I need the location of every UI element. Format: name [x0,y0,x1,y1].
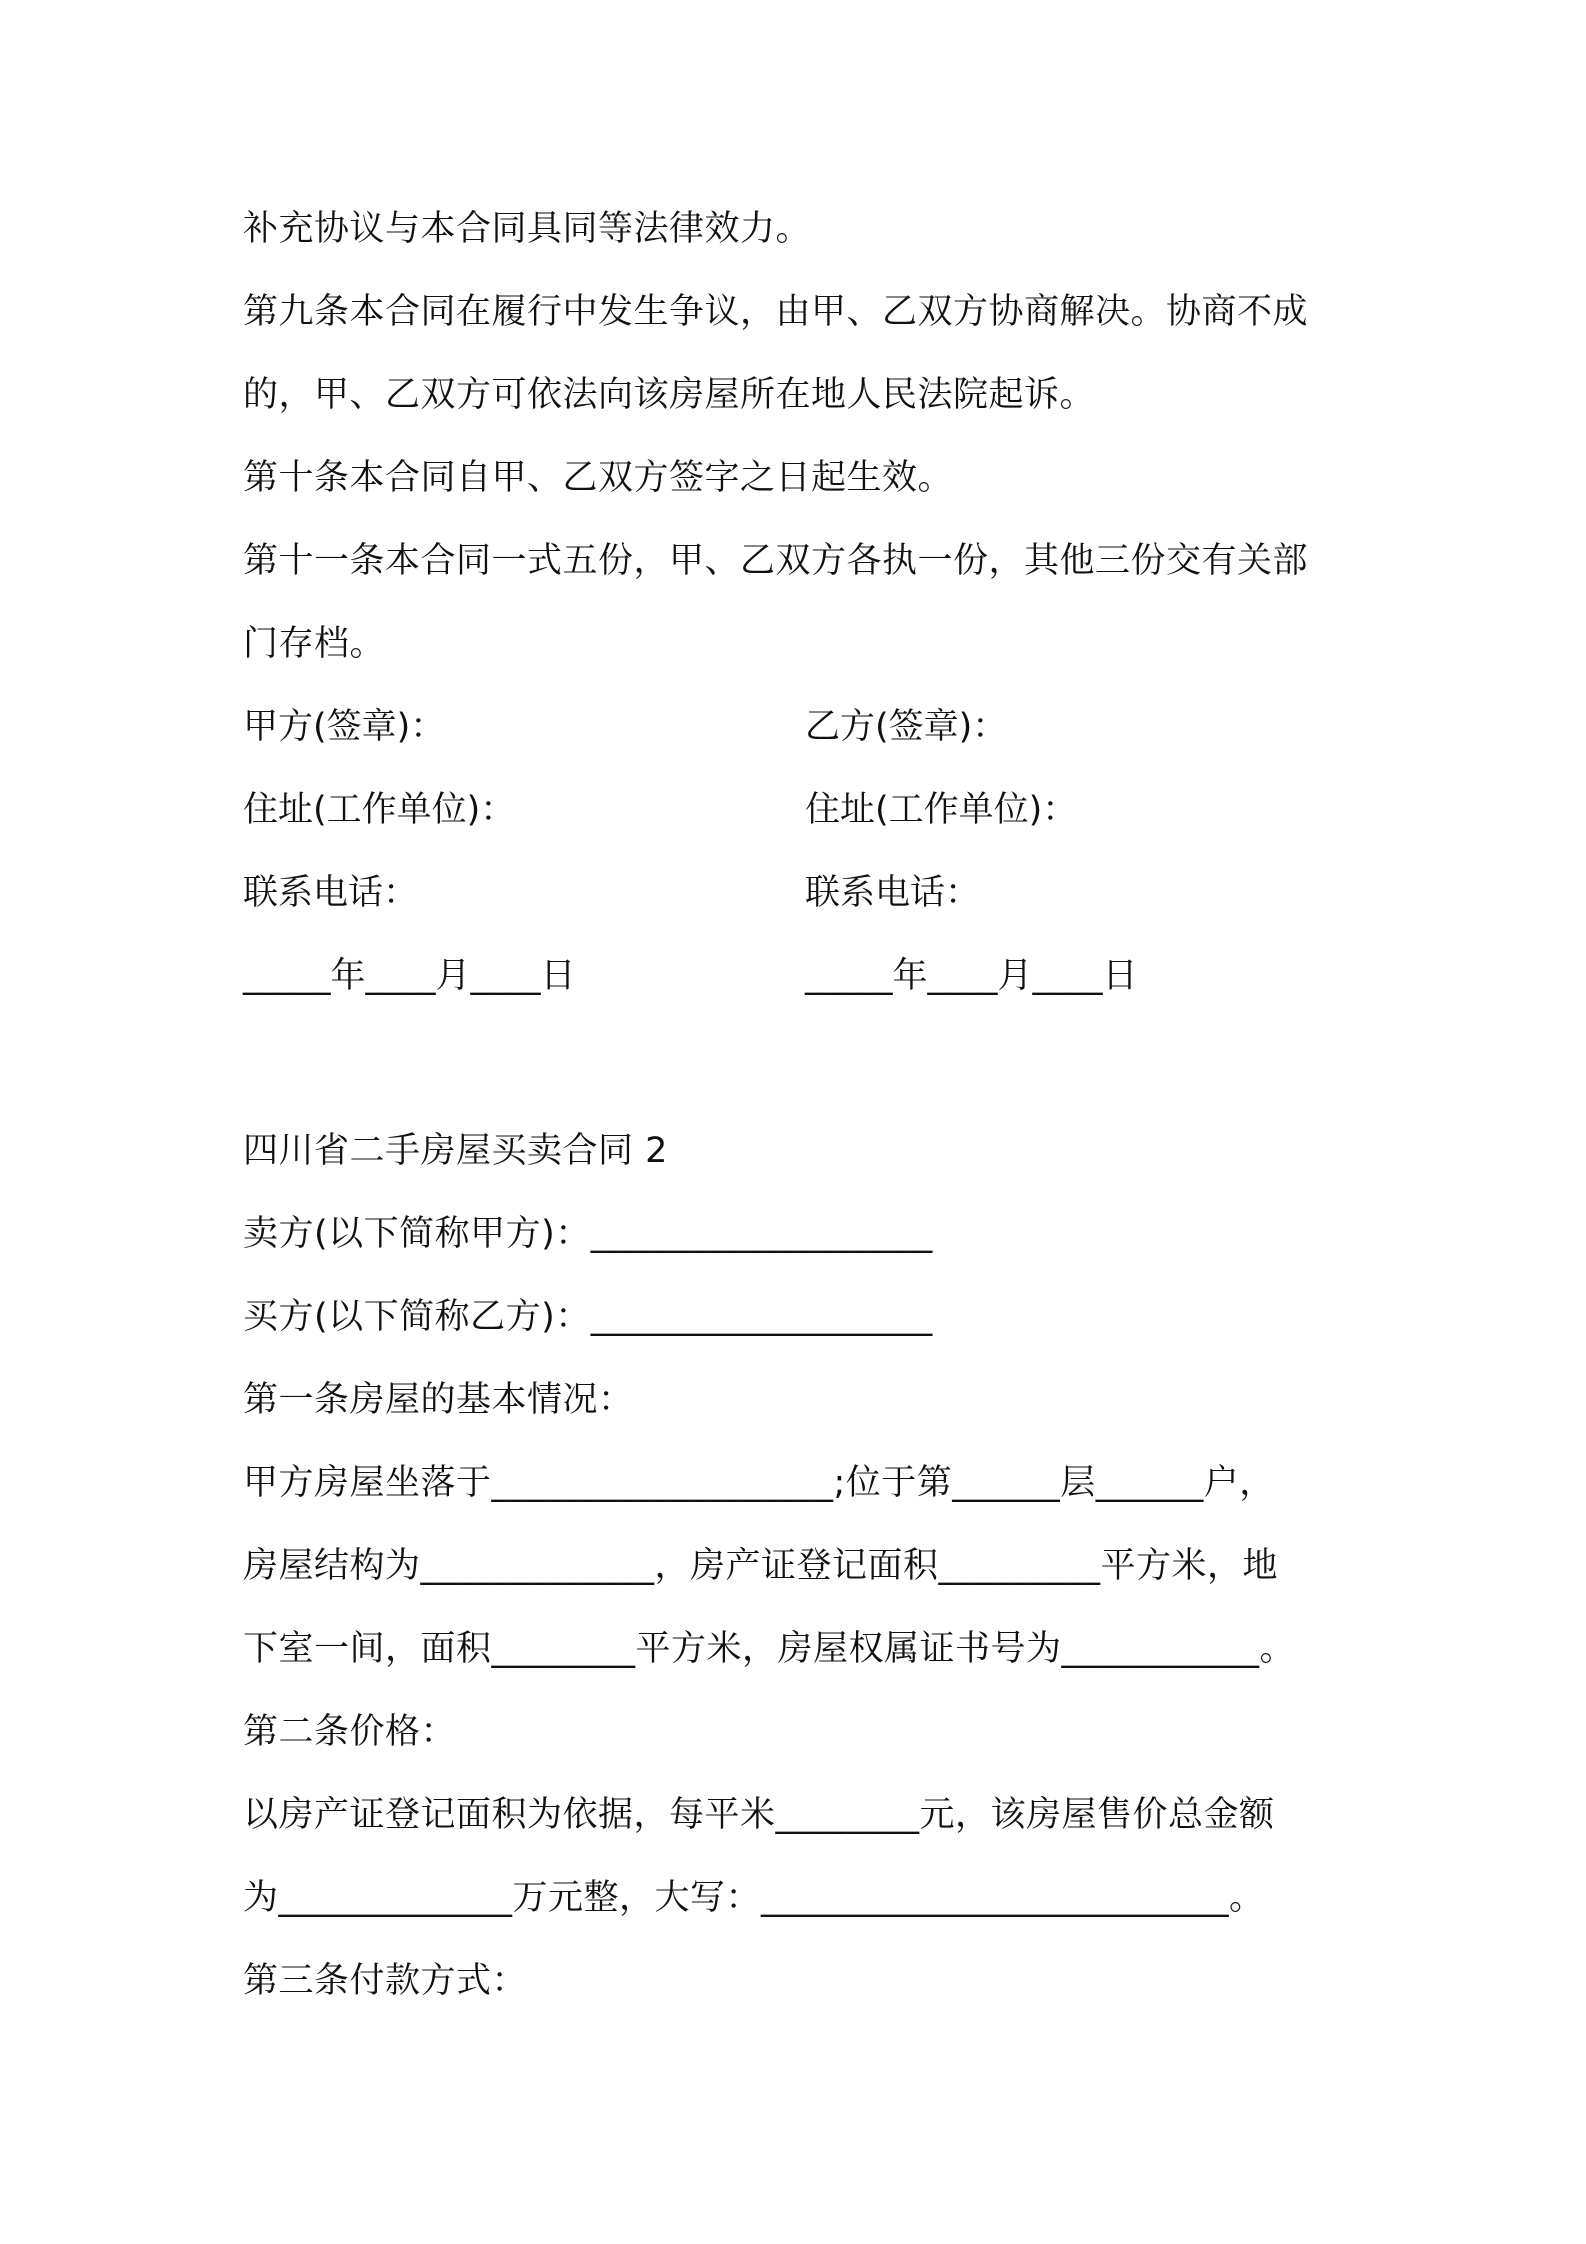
paragraph-line: 第九条本合同在履行中发生争议，由甲、乙双方协商解决。协商不成 [243,292,1309,332]
party-a-date: _____年____月____日 [243,956,576,996]
paragraph-line: 为_____________万元整，大写：__________________________。 [243,1878,1265,1918]
party-b-date: _____年____月____日 [805,956,1138,996]
paragraph-line: 房屋结构为_____________，房产证登记面积_________平方米，地 [243,1546,1279,1586]
party-a-phone-label: 联系电话： [243,873,419,913]
party-b-sign-label: 乙方(签章)： [805,707,1008,747]
paragraph-line: 补充协议与本合同具同等法律效力。 [243,209,812,249]
paragraph-line: 第十一条本合同一式五份，甲、乙双方各执一份，其他三份交有关部 [243,541,1309,581]
section-title: 四川省二手房屋买卖合同 2 [243,1131,668,1171]
paragraph-line: 以房产证登记面积为依据，每平米________元，该房屋售价总金额 [243,1795,1275,1835]
party-a-address-label: 住址(工作单位)： [243,790,516,830]
paragraph-line: 下室一间，面积________平方米，房屋权属证书号为___________。 [243,1629,1296,1669]
paragraph-line: 第十条本合同自甲、乙双方签字之日起生效。 [243,458,954,498]
party-a-sign-label: 甲方(签章)： [243,707,446,747]
party-b-address-label: 住址(工作单位)： [805,790,1078,830]
paragraph-line: 买方(以下简称乙方)：___________________ [243,1297,933,1337]
paragraph-line: 第一条房屋的基本情况： [243,1380,634,1420]
paragraph-line: 的，甲、乙双方可依法向该房屋所在地人民法院起诉。 [243,375,1096,415]
paragraph-line: 甲方房屋坐落于___________________;位于第______层______户， [243,1463,1275,1503]
party-b-phone-label: 联系电话： [805,873,981,913]
paragraph-line: 第二条价格： [243,1712,457,1752]
paragraph-line: 第三条付款方式： [243,1961,528,2001]
paragraph-line: 卖方(以下简称甲方)：___________________ [243,1214,933,1254]
paragraph-line: 门存档。 [243,624,386,664]
